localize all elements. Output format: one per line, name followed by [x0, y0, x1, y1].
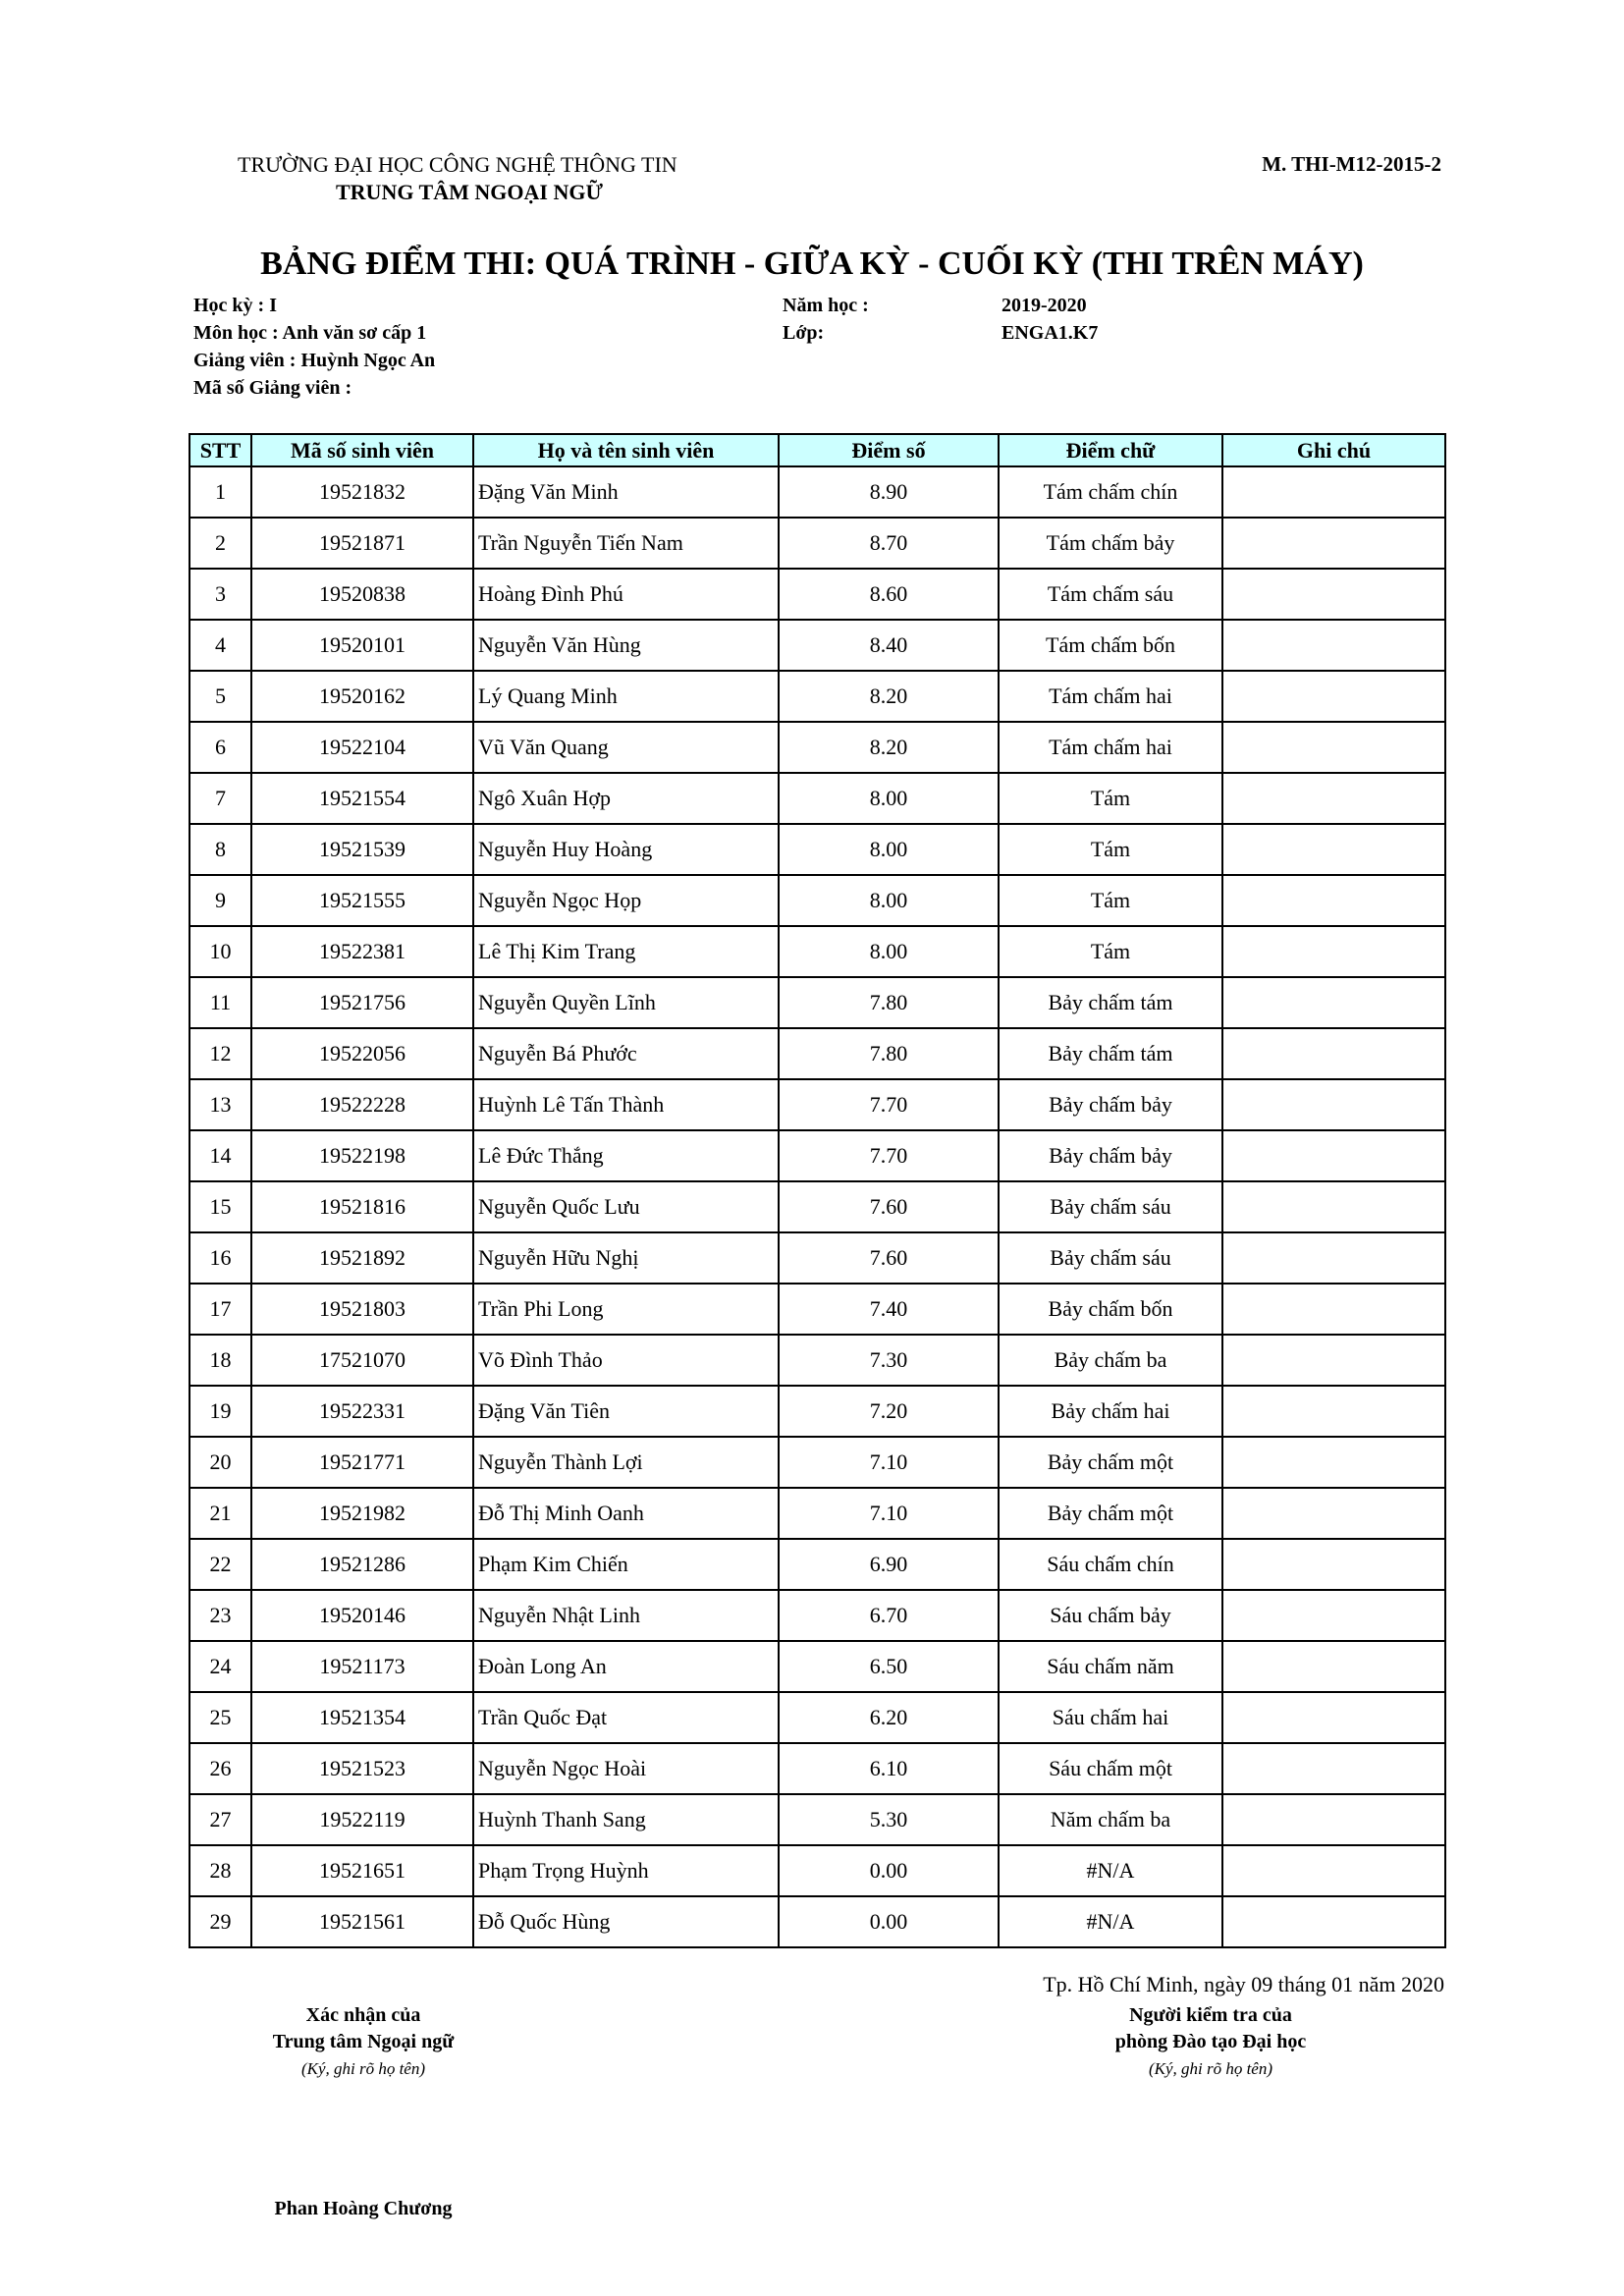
- cell-score: 8.00: [779, 824, 999, 875]
- cell-score: 7.30: [779, 1335, 999, 1386]
- cell-student-name: Đỗ Thị Minh Oanh: [473, 1488, 779, 1539]
- cell-student-name: Huỳnh Thanh Sang: [473, 1794, 779, 1845]
- cell-note: [1222, 1896, 1445, 1947]
- cell-student-id: 19522198: [251, 1130, 473, 1181]
- cell-student-name: Nguyễn Thành Lợi: [473, 1437, 779, 1488]
- cell-score: 8.40: [779, 620, 999, 671]
- cell-student-id: 19521173: [251, 1641, 473, 1692]
- table-row: [189, 1743, 1445, 1794]
- cell-stt: 28: [189, 1845, 251, 1896]
- cell-score: 6.50: [779, 1641, 999, 1692]
- cell-score: 8.00: [779, 926, 999, 977]
- cell-note: [1222, 1845, 1445, 1896]
- cell-student-name: Nguyễn Văn Hùng: [473, 620, 779, 671]
- page-title: BẢNG ĐIỂM THI: QUÁ TRÌNH - GIỮA KỲ - CUỐI KỲ (THI TRÊN MÁY): [260, 246, 1364, 282]
- table-row: [189, 1845, 1445, 1896]
- cell-stt: 20: [189, 1437, 251, 1488]
- cell-note: [1222, 1284, 1445, 1335]
- semester-label: Học kỳ : I: [193, 295, 277, 316]
- cell-student-name: Nguyễn Ngọc Họp: [473, 875, 779, 926]
- table-row: [189, 1539, 1445, 1590]
- cell-student-name: Lê Đức Thắng: [473, 1130, 779, 1181]
- cell-score-words: Bảy chấm hai: [999, 1386, 1222, 1437]
- cell-stt: 7: [189, 773, 251, 824]
- cell-score: 0.00: [779, 1896, 999, 1947]
- lecturer-id-label: Mã số Giảng viên :: [193, 377, 352, 399]
- table-header-row: [189, 434, 1445, 466]
- cell-student-name: Vũ Văn Quang: [473, 722, 779, 773]
- table-row: [189, 569, 1445, 620]
- table-row: [189, 1590, 1445, 1641]
- cell-score: 6.20: [779, 1692, 999, 1743]
- cell-note: [1222, 466, 1445, 518]
- cell-note: [1222, 1641, 1445, 1692]
- cell-student-name: Ngô Xuân Hợp: [473, 773, 779, 824]
- cell-stt: 16: [189, 1232, 251, 1284]
- cell-score: 7.80: [779, 1028, 999, 1079]
- cell-stt: 18: [189, 1335, 251, 1386]
- cell-student-name: Trần Phi Long: [473, 1284, 779, 1335]
- cell-stt: 24: [189, 1641, 251, 1692]
- table-row: [189, 1896, 1445, 1947]
- cell-score-words: Bảy chấm một: [999, 1437, 1222, 1488]
- table-row: [189, 1181, 1445, 1232]
- cell-score: 7.20: [779, 1386, 999, 1437]
- cell-score: 7.60: [779, 1232, 999, 1284]
- cell-student-name: Lê Thị Kim Trang: [473, 926, 779, 977]
- table-row: [189, 1692, 1445, 1743]
- cell-student-name: Nguyễn Ngọc Hoài: [473, 1743, 779, 1794]
- cell-note: [1222, 1079, 1445, 1130]
- cell-student-name: Huỳnh Lê Tấn Thành: [473, 1079, 779, 1130]
- cell-student-id: 19521554: [251, 773, 473, 824]
- left-signer-name: Phan Hoàng Chương: [274, 2198, 453, 2219]
- table-row: [189, 824, 1445, 875]
- cell-score-words: Tám: [999, 773, 1222, 824]
- cell-student-id: 19522381: [251, 926, 473, 977]
- cell-student-id: 19521523: [251, 1743, 473, 1794]
- cell-score-words: Sáu chấm năm: [999, 1641, 1222, 1692]
- date-line: Tp. Hồ Chí Minh, ngày 09 tháng 01 năm 2020: [1043, 1972, 1444, 1996]
- cell-note: [1222, 1539, 1445, 1590]
- cell-stt: 25: [189, 1692, 251, 1743]
- cell-note: [1222, 1743, 1445, 1794]
- cell-score: 6.70: [779, 1590, 999, 1641]
- cell-student-id: 19522119: [251, 1794, 473, 1845]
- cell-student-id: 19522331: [251, 1386, 473, 1437]
- col-header-score-words: Điểm chữ: [999, 434, 1222, 466]
- cell-score-words: Sáu chấm bảy: [999, 1590, 1222, 1641]
- cell-stt: 2: [189, 518, 251, 569]
- year-value: 2019-2020: [1001, 295, 1087, 316]
- cell-score: 8.90: [779, 466, 999, 518]
- cell-score-words: Tám chấm hai: [999, 722, 1222, 773]
- cell-score-words: Bảy chấm sáu: [999, 1181, 1222, 1232]
- table-row: [189, 1130, 1445, 1181]
- table-row: [189, 1079, 1445, 1130]
- cell-student-id: 19521756: [251, 977, 473, 1028]
- cell-stt: 15: [189, 1181, 251, 1232]
- right-sign-line1: Người kiểm tra của: [1129, 2004, 1292, 2026]
- cell-student-name: Phạm Trọng Huỳnh: [473, 1845, 779, 1896]
- cell-student-name: Đặng Văn Tiên: [473, 1386, 779, 1437]
- cell-score: 8.00: [779, 773, 999, 824]
- cell-score: 8.20: [779, 671, 999, 722]
- cell-stt: 19: [189, 1386, 251, 1437]
- cell-note: [1222, 569, 1445, 620]
- table-body: [189, 466, 1445, 1947]
- cell-student-id: 19521871: [251, 518, 473, 569]
- cell-stt: 4: [189, 620, 251, 671]
- cell-score-words: Bảy chấm tám: [999, 977, 1222, 1028]
- cell-score: 5.30: [779, 1794, 999, 1845]
- cell-score-words: #N/A: [999, 1896, 1222, 1947]
- table-row: [189, 466, 1445, 518]
- cell-student-name: Đặng Văn Minh: [473, 466, 779, 518]
- cell-student-name: Nguyễn Quyền Lĩnh: [473, 977, 779, 1028]
- cell-score-words: Tám: [999, 926, 1222, 977]
- class-value: ENGA1.K7: [1001, 322, 1099, 344]
- cell-student-id: 19521539: [251, 824, 473, 875]
- cell-student-id: 19520838: [251, 569, 473, 620]
- cell-note: [1222, 1590, 1445, 1641]
- right-sign-note: (Ký, ghi rõ họ tên): [1148, 2059, 1273, 2078]
- cell-note: [1222, 671, 1445, 722]
- cell-score-words: Tám: [999, 824, 1222, 875]
- cell-student-id: 19521803: [251, 1284, 473, 1335]
- table-row: [189, 1488, 1445, 1539]
- cell-student-name: Hoàng Đình Phú: [473, 569, 779, 620]
- cell-stt: 21: [189, 1488, 251, 1539]
- cell-score: 8.60: [779, 569, 999, 620]
- table-row: [189, 671, 1445, 722]
- cell-student-id: 19521982: [251, 1488, 473, 1539]
- class-label: Lớp:: [783, 322, 825, 344]
- cell-note: [1222, 722, 1445, 773]
- cell-student-name: Phạm Kim Chiến: [473, 1539, 779, 1590]
- cell-score-words: Bảy chấm bảy: [999, 1130, 1222, 1181]
- cell-student-name: Nguyễn Quốc Lưu: [473, 1181, 779, 1232]
- table-row: [189, 1641, 1445, 1692]
- cell-stt: 17: [189, 1284, 251, 1335]
- col-header-student-id: Mã số sinh viên: [251, 434, 473, 466]
- cell-student-id: 17521070: [251, 1335, 473, 1386]
- table-row: [189, 977, 1445, 1028]
- cell-stt: 26: [189, 1743, 251, 1794]
- cell-note: [1222, 1181, 1445, 1232]
- cell-score-words: Bảy chấm một: [999, 1488, 1222, 1539]
- cell-score-words: #N/A: [999, 1845, 1222, 1896]
- cell-note: [1222, 518, 1445, 569]
- cell-student-id: 19522056: [251, 1028, 473, 1079]
- cell-stt: 5: [189, 671, 251, 722]
- cell-student-id: 19522104: [251, 722, 473, 773]
- cell-note: [1222, 824, 1445, 875]
- cell-student-name: Nguyễn Hữu Nghị: [473, 1232, 779, 1284]
- cell-student-name: Võ Đình Thảo: [473, 1335, 779, 1386]
- cell-score-words: Bảy chấm bốn: [999, 1284, 1222, 1335]
- cell-stt: 29: [189, 1896, 251, 1947]
- school-name: TRƯỜNG ĐẠI HỌC CÔNG NGHỆ THÔNG TIN: [238, 152, 677, 177]
- table-row: [189, 1284, 1445, 1335]
- cell-note: [1222, 620, 1445, 671]
- left-sign-note: (Ký, ghi rõ họ tên): [300, 2059, 426, 2078]
- cell-score: 8.00: [779, 875, 999, 926]
- cell-note: [1222, 1130, 1445, 1181]
- table-row: [189, 1386, 1445, 1437]
- subject-label: Môn học : Anh văn sơ cấp 1: [193, 322, 427, 344]
- cell-stt: 14: [189, 1130, 251, 1181]
- cell-score-words: Bảy chấm tám: [999, 1028, 1222, 1079]
- cell-score-words: Sáu chấm chín: [999, 1539, 1222, 1590]
- col-header-note: Ghi chú: [1222, 434, 1445, 466]
- cell-score: 7.10: [779, 1488, 999, 1539]
- table-row: [189, 722, 1445, 773]
- table-row: [189, 926, 1445, 977]
- cell-score: 7.70: [779, 1130, 999, 1181]
- cell-stt: 9: [189, 875, 251, 926]
- cell-score-words: Tám chấm bốn: [999, 620, 1222, 671]
- cell-student-name: Trần Nguyễn Tiến Nam: [473, 518, 779, 569]
- grades-table: [189, 433, 1446, 1948]
- cell-stt: 10: [189, 926, 251, 977]
- cell-note: [1222, 1794, 1445, 1845]
- table-row: [189, 1028, 1445, 1079]
- cell-student-id: 19520101: [251, 620, 473, 671]
- table-row: [189, 620, 1445, 671]
- cell-student-name: Đoàn Long An: [473, 1641, 779, 1692]
- cell-stt: 3: [189, 569, 251, 620]
- right-sign-line2: phòng Đào tạo Đại học: [1114, 2031, 1307, 2052]
- cell-stt: 1: [189, 466, 251, 518]
- table-row: [189, 1232, 1445, 1284]
- cell-student-id: 19521354: [251, 1692, 473, 1743]
- cell-note: [1222, 977, 1445, 1028]
- cell-student-id: 19521286: [251, 1539, 473, 1590]
- cell-stt: 13: [189, 1079, 251, 1130]
- cell-student-id: 19521561: [251, 1896, 473, 1947]
- cell-note: [1222, 926, 1445, 977]
- cell-note: [1222, 1488, 1445, 1539]
- form-code: M. THI-M12-2015-2: [1262, 152, 1441, 176]
- cell-note: [1222, 1232, 1445, 1284]
- table-row: [189, 773, 1445, 824]
- cell-note: [1222, 1692, 1445, 1743]
- cell-score: 8.20: [779, 722, 999, 773]
- cell-score: 6.10: [779, 1743, 999, 1794]
- cell-note: [1222, 773, 1445, 824]
- cell-note: [1222, 875, 1445, 926]
- cell-score: 0.00: [779, 1845, 999, 1896]
- cell-student-id: 19520146: [251, 1590, 473, 1641]
- cell-student-id: 19521651: [251, 1845, 473, 1896]
- col-header-score: Điểm số: [779, 434, 999, 466]
- cell-student-name: Nguyễn Bá Phước: [473, 1028, 779, 1079]
- cell-student-id: 19521832: [251, 466, 473, 518]
- cell-student-id: 19521771: [251, 1437, 473, 1488]
- table-row: [189, 1437, 1445, 1488]
- lecturer-label: Giảng viên : Huỳnh Ngọc An: [193, 350, 436, 371]
- cell-score-words: Bảy chấm ba: [999, 1335, 1222, 1386]
- cell-score-words: Sáu chấm hai: [999, 1692, 1222, 1743]
- cell-score-words: Tám chấm hai: [999, 671, 1222, 722]
- cell-stt: 22: [189, 1539, 251, 1590]
- cell-score-words: Bảy chấm sáu: [999, 1232, 1222, 1284]
- cell-score: 7.10: [779, 1437, 999, 1488]
- cell-student-id: 19521555: [251, 875, 473, 926]
- cell-student-name: Trần Quốc Đạt: [473, 1692, 779, 1743]
- cell-student-id: 19522228: [251, 1079, 473, 1130]
- cell-note: [1222, 1028, 1445, 1079]
- cell-student-id: 19521816: [251, 1181, 473, 1232]
- cell-score: 7.80: [779, 977, 999, 1028]
- cell-stt: 27: [189, 1794, 251, 1845]
- cell-score-words: Năm chấm ba: [999, 1794, 1222, 1845]
- table-row: [189, 1335, 1445, 1386]
- cell-student-name: Nguyễn Huy Hoàng: [473, 824, 779, 875]
- cell-student-name: Lý Quang Minh: [473, 671, 779, 722]
- cell-student-name: Đỗ Quốc Hùng: [473, 1896, 779, 1947]
- cell-score-words: Tám: [999, 875, 1222, 926]
- table-row: [189, 1794, 1445, 1845]
- cell-note: [1222, 1437, 1445, 1488]
- cell-score: 8.70: [779, 518, 999, 569]
- cell-score-words: Tám chấm chín: [999, 466, 1222, 518]
- cell-student-name: Nguyễn Nhật Linh: [473, 1590, 779, 1641]
- col-header-student-name: Họ và tên sinh viên: [473, 434, 779, 466]
- left-sign-line2: Trung tâm Ngoại ngữ: [272, 2031, 455, 2052]
- cell-score-words: Tám chấm sáu: [999, 569, 1222, 620]
- cell-score: 7.70: [779, 1079, 999, 1130]
- cell-score: 7.40: [779, 1284, 999, 1335]
- cell-stt: 11: [189, 977, 251, 1028]
- cell-score-words: Sáu chấm một: [999, 1743, 1222, 1794]
- cell-note: [1222, 1335, 1445, 1386]
- cell-score-words: Bảy chấm bảy: [999, 1079, 1222, 1130]
- year-label: Năm học :: [783, 295, 869, 316]
- cell-student-id: 19521892: [251, 1232, 473, 1284]
- table-row: [189, 875, 1445, 926]
- cell-note: [1222, 1386, 1445, 1437]
- cell-stt: 23: [189, 1590, 251, 1641]
- cell-score: 7.60: [779, 1181, 999, 1232]
- cell-stt: 12: [189, 1028, 251, 1079]
- cell-stt: 6: [189, 722, 251, 773]
- cell-student-id: 19520162: [251, 671, 473, 722]
- cell-score: 6.90: [779, 1539, 999, 1590]
- left-sign-line1: Xác nhận của: [305, 2004, 421, 2026]
- table-row: [189, 518, 1445, 569]
- cell-score-words: Tám chấm bảy: [999, 518, 1222, 569]
- cell-stt: 8: [189, 824, 251, 875]
- center-name: TRUNG TÂM NGOẠI NGỮ: [336, 180, 603, 204]
- col-header-stt: STT: [189, 434, 251, 466]
